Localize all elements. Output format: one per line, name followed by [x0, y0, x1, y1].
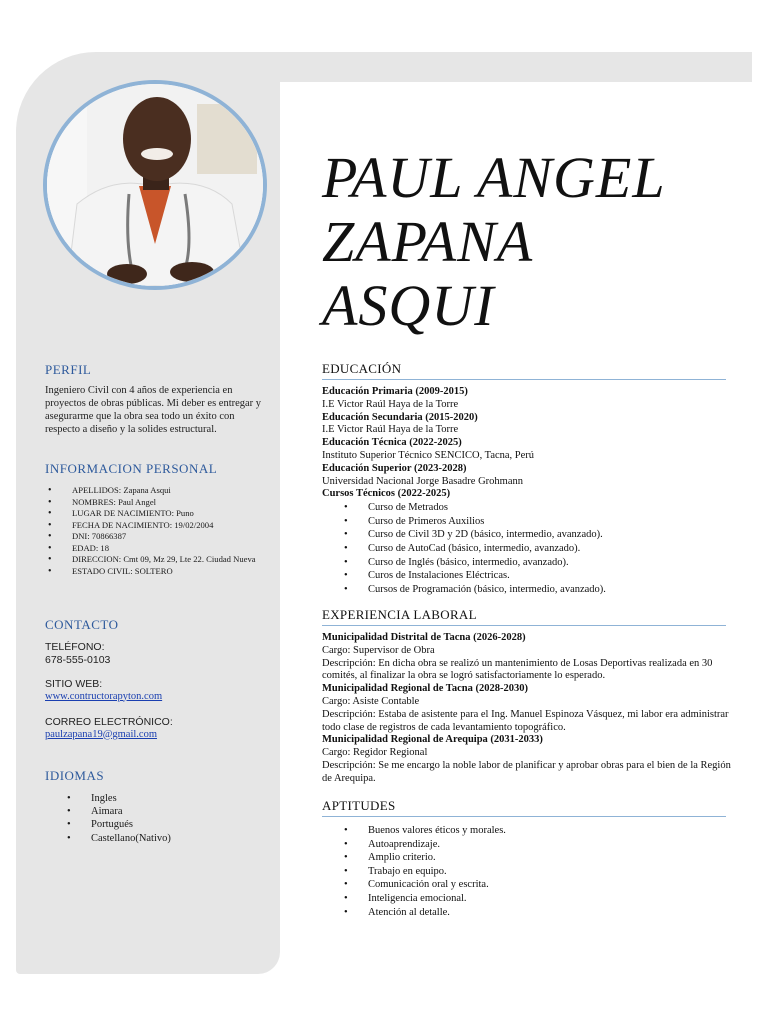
list-item: • Curso de Metrados [322, 501, 732, 515]
aptitudes-list [322, 824, 732, 919]
list-item: • Curso de Primeros Auxilios [322, 515, 732, 529]
email-block [45, 716, 173, 741]
list-item: • APELLIDOS: Zapana Asqui [72, 485, 262, 497]
edu-detail: I.E Victor Raúl Haya de la Torre [322, 398, 459, 410]
list-item: • Comunicación oral y escrita. [322, 878, 732, 892]
name-line-3: ASQUI [322, 273, 495, 338]
edu-title: Educación Técnica (2022-2025) [322, 437, 462, 449]
edu-detail: Instituto Superior Técnico SENCICO, Tacna, Perú [322, 449, 535, 461]
list-item: • Ingles [91, 792, 171, 805]
list-item: • Cursos de Programación (básico, intermedio, avanzado). [322, 583, 732, 597]
phone-value: 678-555-0103 [45, 653, 111, 666]
job-cargo: Cargo: Asiste Contable [322, 695, 420, 707]
personal-info-heading: INFORMACION PERSONAL [45, 461, 218, 476]
job-cargo: Cargo: Supervisor de Obra [322, 644, 435, 656]
email-label: CORREO ELECTRÓNICO: [45, 716, 173, 728]
educacion-content [322, 386, 732, 596]
list-item: • DIRECCION: Cmt 09, Mz 29, Lte 22. Ciudad Nueva [72, 554, 262, 566]
job-desc: Descripción: Estaba de asistente para el Ing. Manuel Espinoza Vásquez, mi labor era administrar todo clase de registros de cada levantamiento topográfico. [322, 708, 729, 733]
job-title: Municipalidad Regional de Tacna (2028-2030) [322, 683, 528, 695]
job-cargo: Cargo: Regidor Regional [322, 747, 428, 759]
list-item: • LUGAR DE NACIMIENTO: Puno [72, 508, 262, 520]
job-desc: Descripción: Se me encargo la noble labor de planificar y aprobar obras para el bien de la Región de Arequipa. [322, 759, 731, 784]
name-line-2: ZAPANA [322, 209, 534, 274]
list-item: • Aimara [91, 805, 171, 818]
edu-detail: Universidad Nacional Jorge Basadre Grohmann [322, 475, 523, 487]
email-link[interactable]: paulzapana19@gmail.com [45, 728, 158, 740]
phone-block [45, 641, 110, 666]
aptitudes-heading: APTITUDES [322, 798, 726, 817]
list-item: • Curso de Inglés (básico, intermedio, avanzado). [322, 556, 732, 570]
idiomas-heading: IDIOMAS [45, 768, 105, 783]
edu-detail: I.E Victor Raúl Haya de la Torre [322, 424, 459, 436]
edu-title: Educación Superior (2023-2028) [322, 462, 467, 474]
list-item: • NOMBRES: Paul Angel [72, 497, 262, 509]
web-link[interactable]: www.contructorapyton.com [45, 690, 163, 702]
web-label: SITIO WEB: [45, 678, 103, 690]
experiencia-content [322, 632, 732, 786]
header-band [280, 52, 752, 82]
list-item: • Castellano(Nativo) [91, 832, 171, 845]
courses-title: Cursos Técnicos (2022-2025) [322, 488, 451, 500]
list-item: • FECHA DE NACIMIENTO: 19/02/2004 [72, 520, 262, 532]
educacion-heading: EDUCACIÓN [322, 361, 726, 380]
courses-list [322, 501, 732, 596]
list-item: • Portugués [91, 818, 171, 831]
job-desc: Descripción: En dicha obra se realizó un mantenimiento de Losas Deportivas realizada en 30 comités, al finalizar la obra se logró satisfactoriamente lo esperado. [322, 657, 713, 682]
profile-photo [43, 80, 267, 290]
list-item: • Autoaprendizaje. [322, 838, 732, 852]
list-item: • DNI: 70866387 [72, 531, 262, 543]
list-item: • Atención al detalle. [322, 906, 732, 920]
idiomas-list [91, 792, 171, 845]
perfil-heading: PERFIL [45, 362, 92, 377]
phone-label: TELÉFONO: [45, 641, 105, 653]
personal-info-list [72, 485, 262, 577]
experiencia-heading: EXPERIENCIA LABORAL [322, 607, 726, 626]
perfil-text: Ingeniero Civil con 4 años de experiencia en proyectos de obras públicas. Mi deber es entregar y asegurarme que la obra sea todo un éxito con respecto a diseño y la solides estructural. [45, 385, 262, 435]
list-item: • Buenos valores éticos y morales. [322, 824, 732, 838]
edu-title: Educación Primaria (2009-2015) [322, 386, 468, 397]
aptitudes-content [322, 824, 732, 919]
candidate-name [322, 146, 666, 338]
list-item: • ESTADO CIVIL: SOLTERO [72, 566, 262, 578]
job-title: Municipalidad Regional de Arequipa (2031-2033) [322, 734, 543, 746]
name-line-1: PAUL ANGEL [322, 145, 666, 210]
web-block [45, 678, 162, 703]
list-item: • Inteligencia emocional. [322, 892, 732, 906]
list-item: • EDAD: 18 [72, 543, 262, 555]
contacto-heading: CONTACTO [45, 617, 119, 632]
list-item: • Curso de Civil 3D y 2D (básico, intermedio, avanzado). [322, 528, 732, 542]
list-item: • Trabajo en equipo. [322, 865, 732, 879]
job-title: Municipalidad Distrital de Tacna (2026-2028) [322, 632, 526, 643]
list-item: • Curos de Instalaciones Eléctricas. [322, 569, 732, 583]
edu-title: Educación Secundaria (2015-2020) [322, 411, 478, 423]
list-item: • Amplio criterio. [322, 851, 732, 865]
list-item: • Curso de AutoCad (básico, intermedio, avanzado). [322, 542, 732, 556]
doctor-portrait-icon [47, 84, 263, 286]
